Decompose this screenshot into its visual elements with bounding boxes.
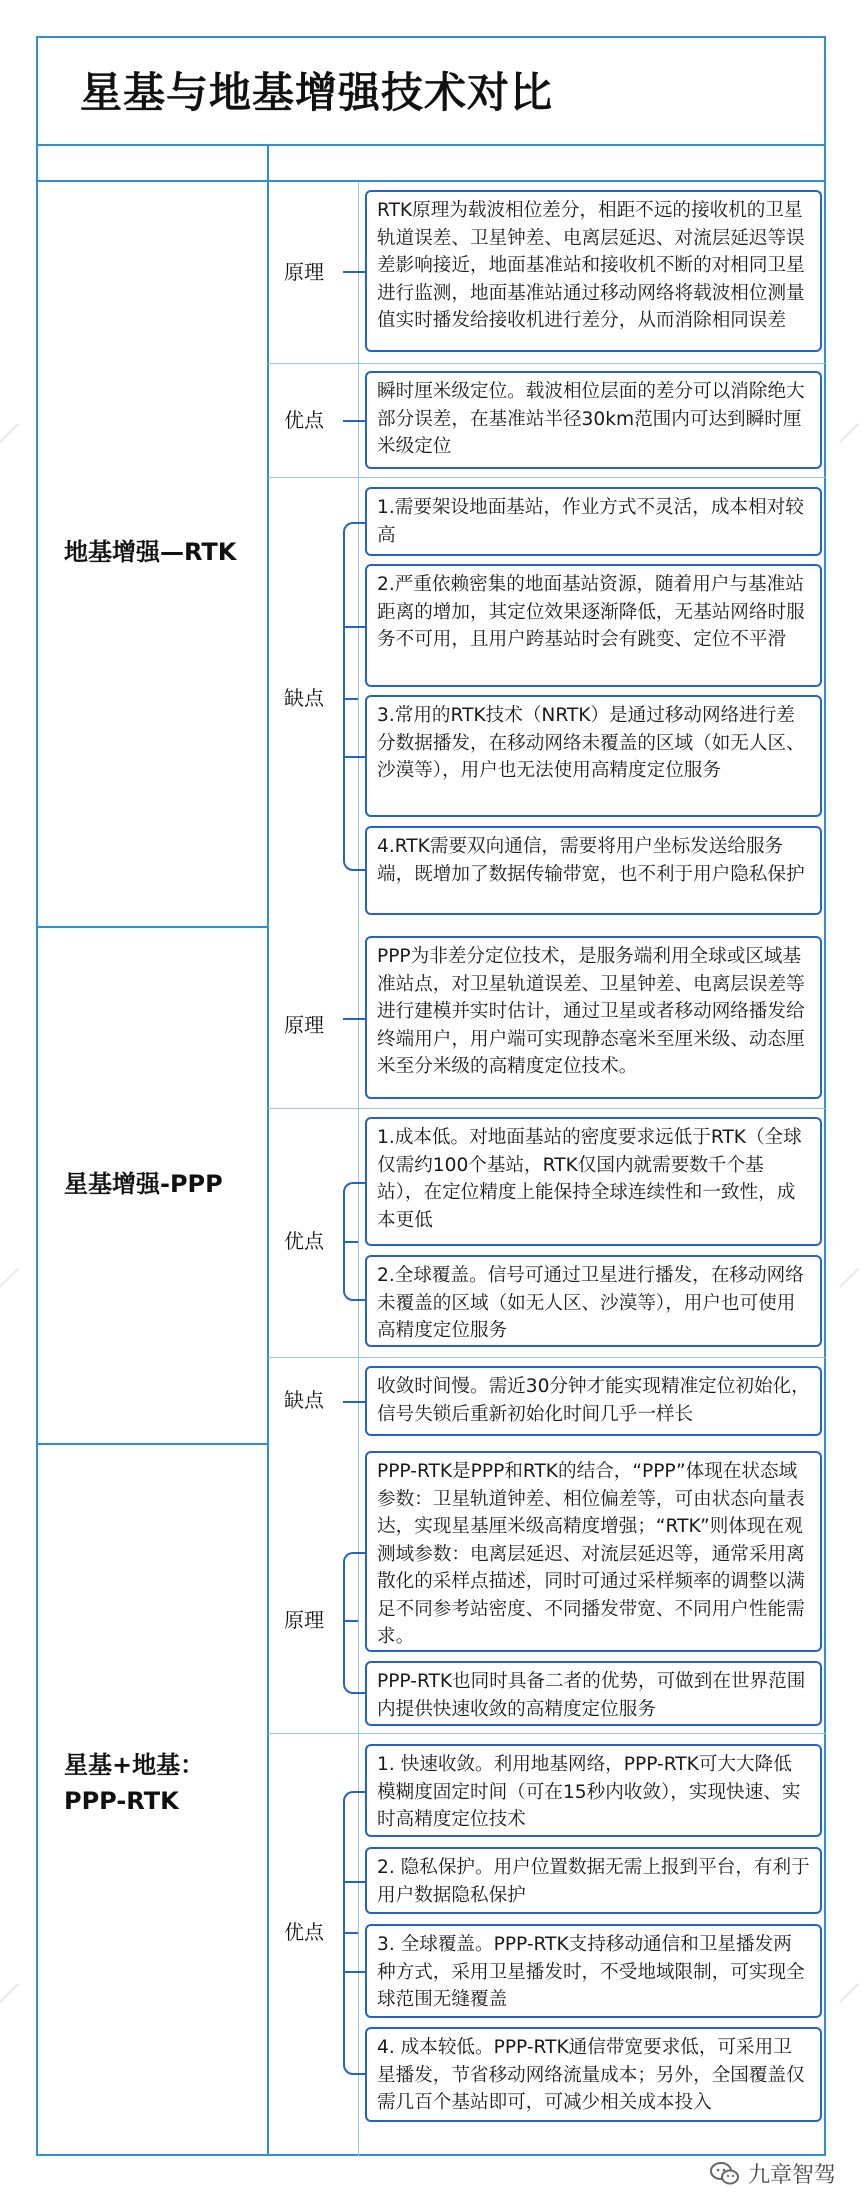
text-box: 2.全球覆盖。信号可通过卫星进行播发，在移动网络未覆盖的区域（如无人区、沙漠等），用户也可使用高精度定位服务 xyxy=(365,1255,822,1347)
header-divider xyxy=(36,180,826,182)
group-divider xyxy=(268,363,826,364)
text-box: 1.需要架设地面基站，作业方式不灵活，成本相对较高 xyxy=(365,487,822,556)
group-divider xyxy=(268,1357,826,1358)
text-box: RTK原理为载波相位差分，相距不远的接收机的卫星轨道误差、卫星钟差、电离层延迟、对流层延迟等误差影响接近，地面基准站和接收机不断的对相同卫星进行监测，地面基准站通过移动网络将载波相位测量值实时播发给接收机进行差分，从而消除相同误差 xyxy=(365,190,822,352)
text-box: 3.常用的RTK技术（NRTK）是通过移动网络进行差分数据播发，在移动网络未覆盖的区域（如无人区、沙漠等），用户也无法使用高精度定位服务 xyxy=(365,695,822,817)
background-mark xyxy=(0,1983,19,2003)
connector-line xyxy=(343,1971,365,1973)
section-divider xyxy=(36,1443,268,1445)
background-mark xyxy=(839,1268,859,1288)
text-box: 4.RTK需要双向通信，需要将用户坐标发送给服务端，既增加了数据传输带宽，也不利于用户隐私保护 xyxy=(365,826,822,915)
text-box: 1. 快速收敛。利用地基网络，PPP-RTK可大大降低模糊度固定时间（可在15秒内收敛），实现快速、实时高精度定位技术 xyxy=(365,1744,822,1837)
text-box: 3. 全球覆盖。PPP-RTK支持移动通信和卫星播发两种方式，采用卫星播发时，不受地域限制，可实现全球范围无缝覆盖 xyxy=(365,1924,822,2018)
category-label: 地基增强—RTK xyxy=(64,538,237,566)
group-label: 优点 xyxy=(284,1920,324,1944)
page-title: 星基与地基增强技术对比 xyxy=(80,68,554,117)
connector-line xyxy=(343,1881,365,1883)
group-divider xyxy=(268,1108,826,1109)
connector-line xyxy=(343,420,365,422)
category-label: 星基增强-PPP xyxy=(64,1170,223,1198)
text-box: 1.成本低。对地面基站的密度要求远低于RTK（全球仅需约100个基站，RTK仅国内就需要数千个基站），在定位精度上能保持全球连续性和一致性，成本更低 xyxy=(365,1117,822,1246)
wechat-logo-icon xyxy=(710,2161,740,2187)
background-mark xyxy=(839,1983,859,2003)
text-box: 2. 隐私保护。用户位置数据无需上报到平台，有利于用户数据隐私保护 xyxy=(365,1847,822,1914)
connector-line xyxy=(343,1018,365,1020)
connector-line xyxy=(343,626,365,628)
text-box: 2.严重依赖密集的地面基站资源，随着用户与基准站距离的增加，其定位效果逐渐降低，无基站网络时服务不可用，且用户跨基站时会有跳变、定位不平滑 xyxy=(365,564,822,687)
group-label: 原理 xyxy=(284,1013,324,1037)
group-label: 优点 xyxy=(284,1229,324,1253)
group-label: 原理 xyxy=(284,260,324,284)
group-label: 缺点 xyxy=(284,1388,324,1412)
column-divider xyxy=(267,144,269,2156)
watermark xyxy=(710,2158,836,2189)
text-box: PPP-RTK也同时具备二者的优势，可做到在世界范围内提供快速收敛的高精度定位服务 xyxy=(365,1661,822,1726)
title-divider xyxy=(36,144,826,146)
group-divider xyxy=(268,1733,826,1734)
text-box: PPP-RTK是PPP和RTK的结合，“PPP”体现在状态域参数：卫星轨道钟差、相位偏差等，可由状态向量表达，实现星基厘米级高精度增强；“RTK”则体现在观测域参数：电离层延迟、对流层延迟等，通常采用离散化的采样点描述，同时可通过采样频率的调整以满足不同参考站密度、不同播发带宽、不同用户性能需求。 xyxy=(365,1451,822,1652)
group-label: 优点 xyxy=(284,408,324,432)
text-box: PPP为非差分定位技术，是服务端利用全球或区域基准站点，对卫星轨道误差、卫星钟差、电离层误差等进行建模并实时估计，通过卫星或者移动网络播发给终端用户，用户端可实现静态毫米至厘米级、动态厘米至分米级的高精度定位技术。 xyxy=(365,936,822,1099)
text-box: 4. 成本较低。PPP-RTK通信带宽要求低，可采用卫星播发，节省移动网络流量成本；另外，全国覆盖仅需几百个基站即可，可减少相关成本投入 xyxy=(365,2027,822,2122)
background-mark xyxy=(0,423,19,443)
connector-line xyxy=(343,271,365,273)
background-mark xyxy=(0,1268,19,1288)
text-box: 收敛时间慢。需近30分钟才能实现精准定位初始化，信号失锁后重新初始化时间几乎一样长 xyxy=(365,1366,822,1436)
group-label: 原理 xyxy=(284,1608,324,1632)
section-divider xyxy=(36,926,268,928)
connector-line xyxy=(343,756,365,758)
watermark-text: 九章智驾 xyxy=(748,2163,837,2188)
connector-line xyxy=(343,1401,365,1403)
group-label: 缺点 xyxy=(284,686,324,710)
category-label: 星基+地基： PPP-RTK xyxy=(64,1751,205,1815)
group-divider xyxy=(268,477,826,478)
text-box: 瞬时厘米级定位。载波相位层面的差分可以消除绝大部分误差，在基准站半径30km范围内可达到瞬时厘米级定位 xyxy=(365,371,822,469)
background-mark xyxy=(839,423,859,443)
